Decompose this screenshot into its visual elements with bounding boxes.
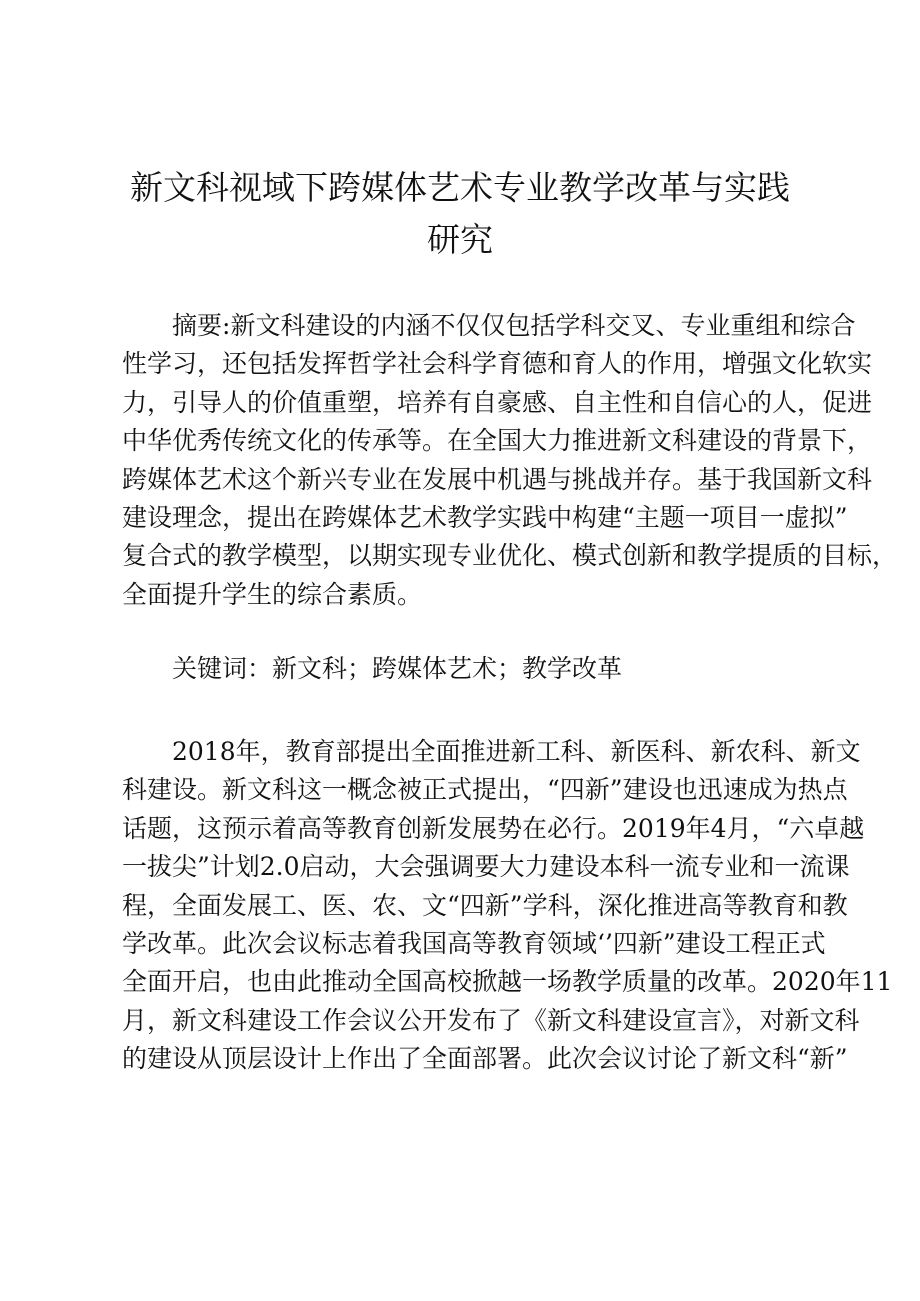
body-line-8: 月，新文科建设工作会议公开发布了《新文科建设宣言》，对新文科 bbox=[122, 1005, 860, 1035]
abstract-text: 新文科建设的内涵不仅仅包括学科交叉、专业重组和综合 bbox=[230, 311, 856, 340]
abstract-line-6: 建设理念，提出在跨媒体艺术教学实践中构建“主题一项目一虚拟” bbox=[122, 503, 848, 533]
abstract-line-8: 全面提升学生的综合素质。 bbox=[122, 579, 423, 609]
body-line-6: 学改革。此次会议标志着我国高等教育领域‘’四新”建设工程正式 bbox=[122, 929, 826, 959]
abstract-line-3: 力，引导人的价值重塑，培养有自豪感、自主性和自信心的人，促进 bbox=[122, 387, 873, 417]
abstract-line-1 bbox=[122, 307, 856, 345]
document-title-line-2: 研究 bbox=[427, 220, 493, 259]
abstract-block bbox=[122, 307, 898, 614]
body-line-5: 程，全面发展工、医、农、文“四新”学科，深化推进高等教育和教 bbox=[122, 890, 848, 920]
body-line-1: 2018年，教育部提出全面推进新工科、新医科、新农科、新文 bbox=[172, 737, 861, 766]
body-line-4: 一拔尖”计划2.0启动，大会强调要大力建设本科一流专业和一流课 bbox=[122, 852, 850, 882]
abstract-line-7: 复合式的教学模型，以期实现专业优化、模式创新和教学提质的目标， bbox=[122, 541, 898, 571]
abstract-line-2: 性学习，还包括发挥哲学社会科学育德和育人的作用，增强文化软实 bbox=[122, 349, 873, 379]
abstract-line-5: 跨媒体艺术这个新兴专业在发展中机遇与挑战并存。基于我国新文科 bbox=[122, 464, 873, 494]
abstract-label: 摘要: bbox=[172, 311, 231, 340]
body-line-9: 的建设从顶层设计上作出了全面部署。此次会议讨论了新文科“新” bbox=[122, 1044, 848, 1074]
keywords-line: 关键词：新文科；跨媒体艺术；教学改革 bbox=[172, 654, 623, 683]
abstract-line-4: 中华优秀传统文化的传承等。在全国大力推进新文科建设的背景下， bbox=[122, 426, 873, 456]
body-paragraph bbox=[122, 733, 893, 1079]
document-title-line-1: 新文科视域下跨媒体艺术专业教学改革与实践 bbox=[130, 168, 790, 207]
body-line-7: 全面开启，也由此推动全国高校掀越一场教学质量的改革。2020年11 bbox=[122, 967, 893, 997]
body-line-3: 话题，这预示着高等教育创新发展势在必行。2019年4月，“六卓越 bbox=[122, 813, 865, 843]
body-line-2: 科建设。新文科这一概念被正式提出，“四新”建设也迅速成为热点 bbox=[122, 775, 848, 805]
